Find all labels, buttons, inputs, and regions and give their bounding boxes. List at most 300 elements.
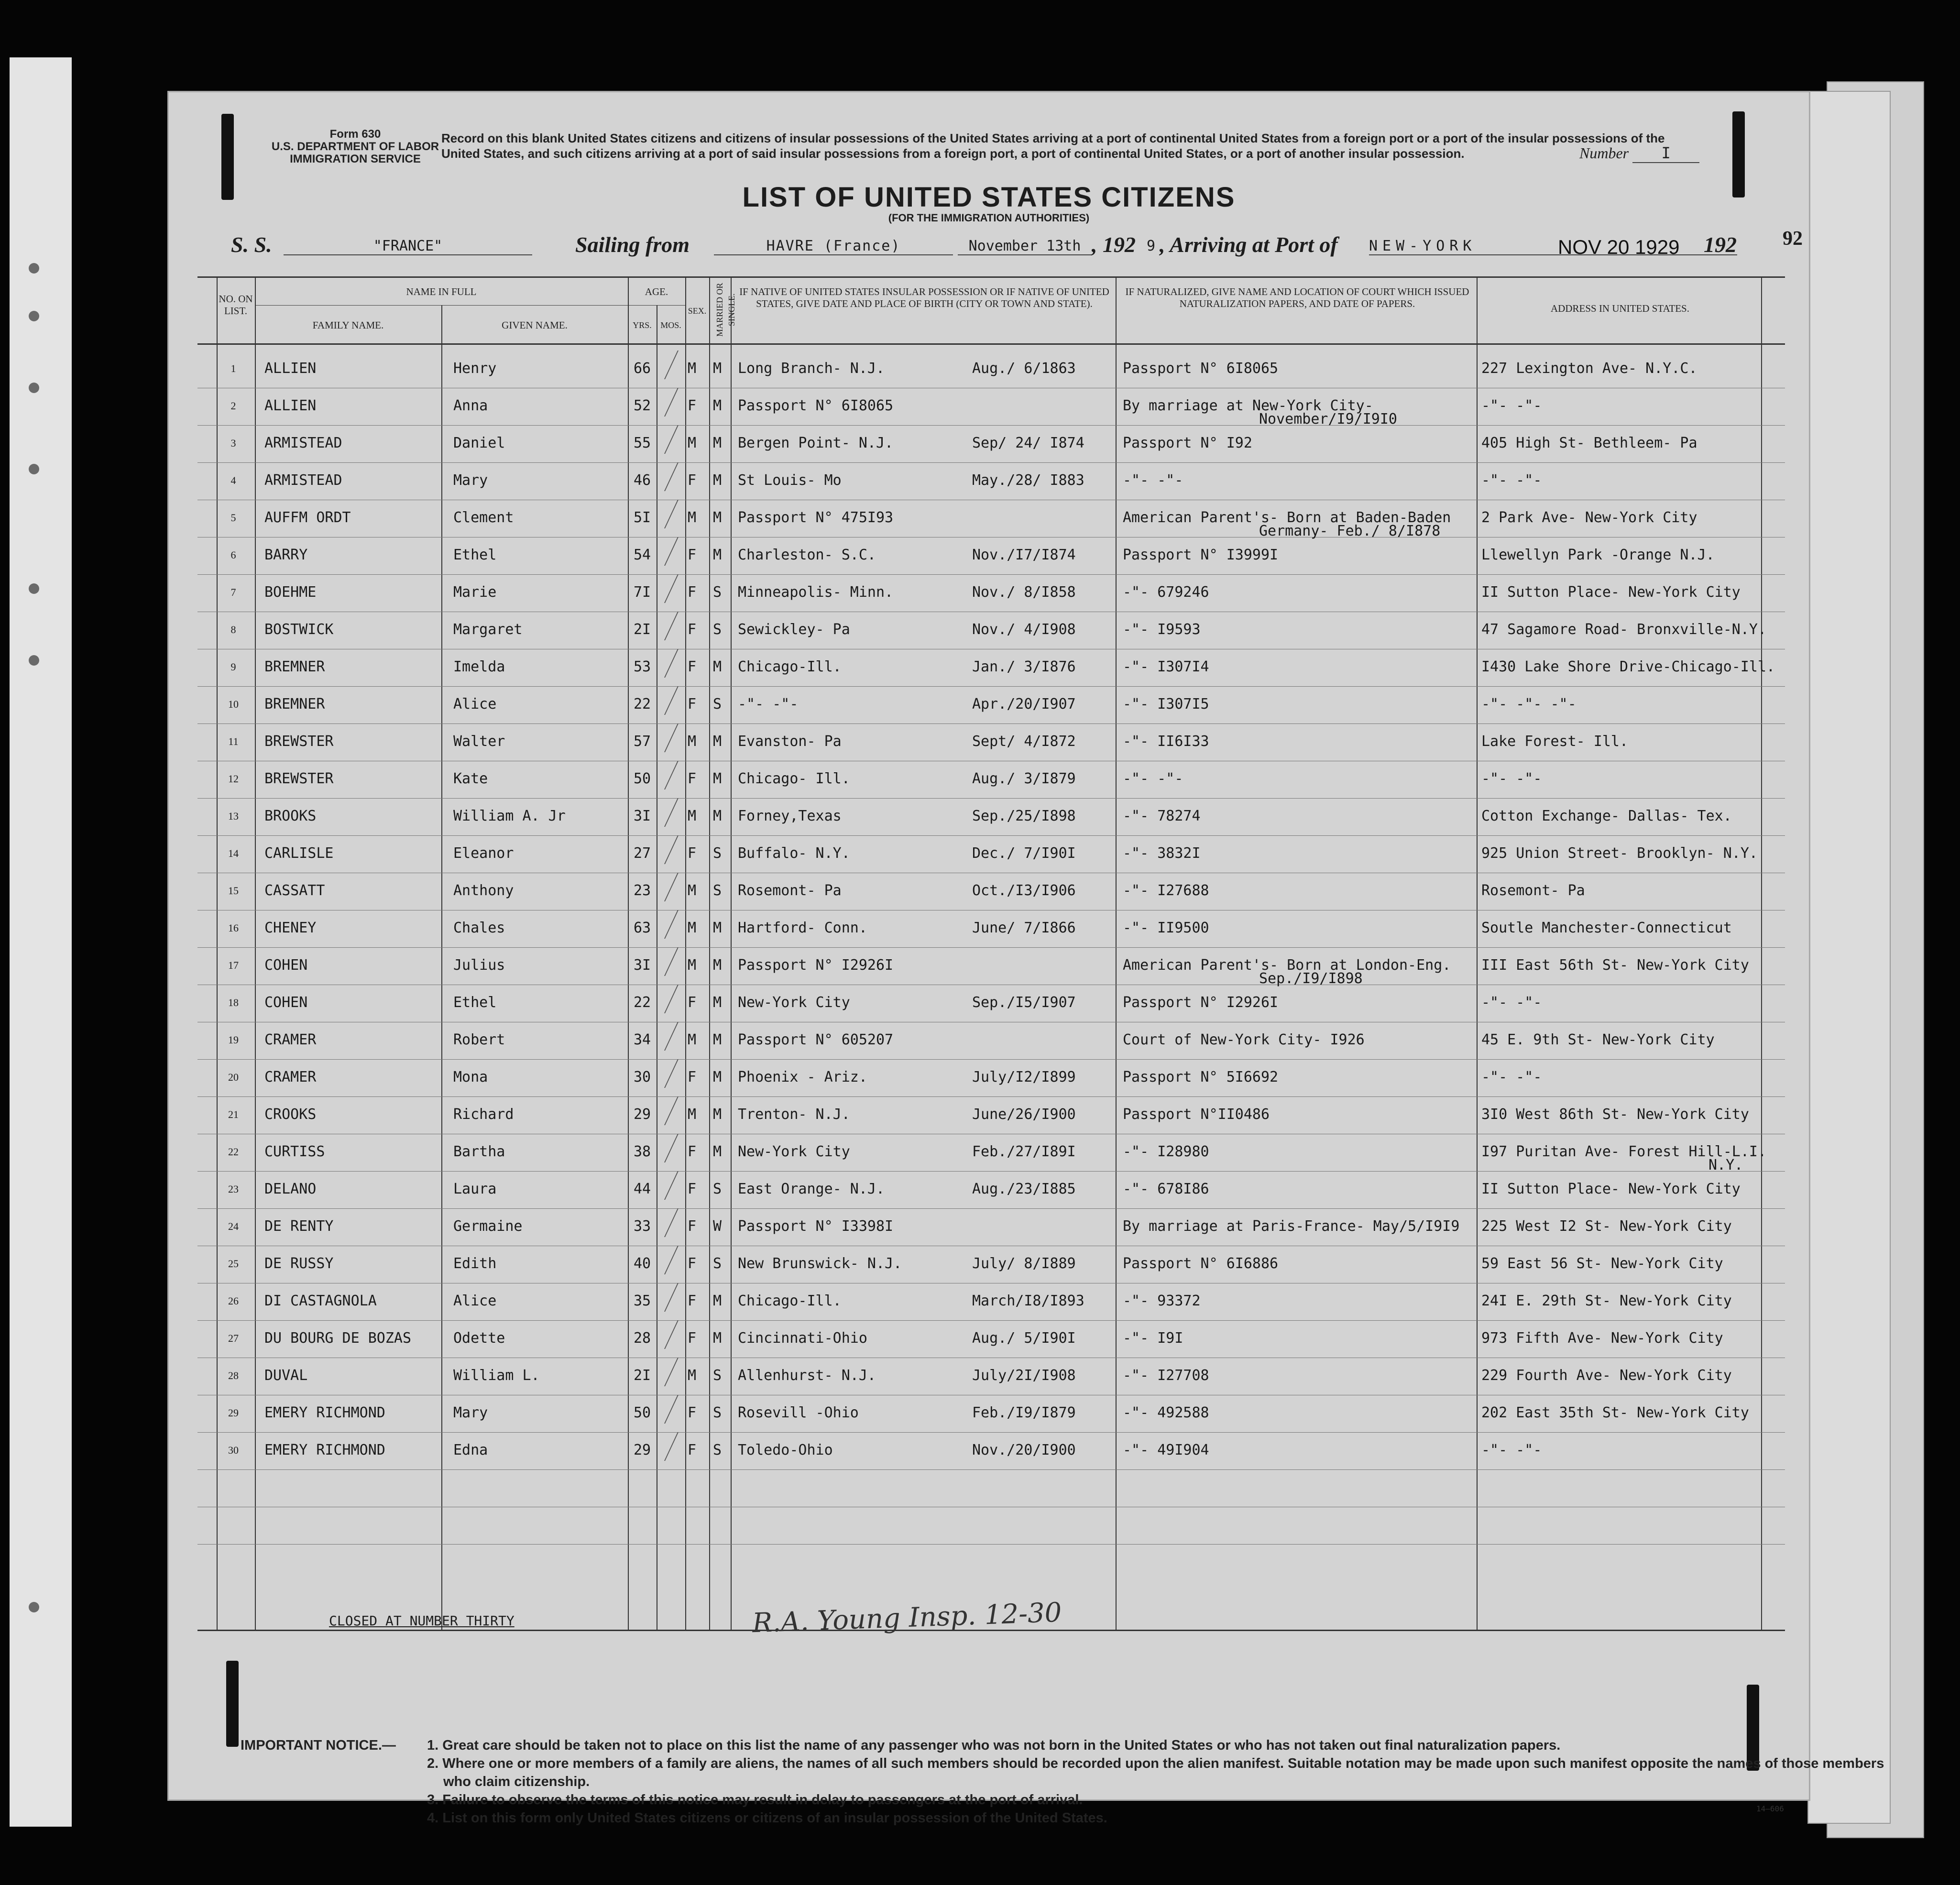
row-rule	[197, 462, 1785, 463]
row-rule	[197, 574, 1785, 575]
col-header-address: ADDRESS IN UNITED STATES.	[1551, 303, 1689, 314]
row-nat: Passport N° 6I6886	[1123, 1255, 1279, 1272]
row-rule	[197, 686, 1785, 687]
row-addr: 202 East 35th St- New-York City	[1481, 1404, 1749, 1421]
row-family: CASSATT	[264, 882, 325, 899]
row-no: 1	[230, 362, 236, 374]
row-bdate: Nov./20/I900	[972, 1442, 1076, 1458]
inspector-signature: R.A. Young Insp. 12-30	[752, 1597, 1062, 1639]
row-family: CRAMER	[264, 1031, 317, 1048]
row-addr-continued: N.Y.	[1708, 1157, 1743, 1173]
row-no: 26	[228, 1295, 239, 1307]
row-family: CROOKS	[264, 1106, 317, 1123]
row-given: Julius	[453, 957, 505, 974]
row-bdate: July/2I/I908	[972, 1367, 1076, 1384]
row-no: 18	[228, 997, 239, 1008]
row-ms: M	[713, 397, 722, 414]
row-birth: Toledo-Ohio	[738, 1442, 833, 1458]
row-nat: American Parent's- Born at London-Eng.	[1123, 957, 1451, 974]
col-header-no: NO. ON LIST.	[219, 293, 253, 317]
row-bdate: July/ 8/I889	[972, 1255, 1076, 1272]
row-no: 23	[228, 1183, 239, 1195]
row-yrs: 22	[633, 696, 651, 712]
ss-label: S. S.	[231, 232, 272, 257]
row-yrs: 46	[633, 472, 651, 489]
col-divider	[255, 276, 256, 1630]
row-yrs: 34	[633, 1031, 651, 1048]
row-bdate: Aug./ 5/I90I	[972, 1330, 1076, 1347]
row-family: DUVAL	[264, 1367, 308, 1384]
binder-hole	[29, 263, 39, 274]
row-nat: American Parent's- Born at Baden-Baden	[1123, 509, 1451, 526]
row-no: 27	[228, 1332, 239, 1344]
row-bdate: Apr./20/I907	[972, 696, 1076, 712]
row-birth: Passport N° 605207	[738, 1031, 894, 1048]
row-given: Odette	[453, 1330, 505, 1347]
row-family: BARRY	[264, 547, 308, 563]
row-birth: East Orange- N.J.	[738, 1181, 885, 1197]
row-nat: -"- I9I	[1123, 1330, 1183, 1347]
page-title: LIST OF UNITED STATES CITIZENS	[742, 182, 1236, 213]
row-family: COHEN	[264, 957, 308, 974]
row-given: Robert	[453, 1031, 505, 1048]
row-given: Laura	[453, 1181, 497, 1197]
row-nat: -"- 49I904	[1123, 1442, 1209, 1458]
row-sex: F	[688, 1069, 697, 1085]
row-sex: F	[688, 1442, 697, 1458]
row-birth: Passport N° I3398I	[738, 1218, 894, 1235]
row-given: Anna	[453, 397, 488, 414]
row-sex: F	[688, 1330, 697, 1347]
ship-name: "FRANCE"	[284, 238, 532, 255]
row-nat: Passport N° I92	[1123, 435, 1252, 451]
row-family: EMERY RICHMOND	[264, 1442, 385, 1458]
row-family: CHENEY	[264, 920, 317, 936]
row-family: DELANO	[264, 1181, 317, 1197]
row-no: 13	[228, 810, 239, 822]
row-bdate: Aug./ 3/I879	[972, 770, 1076, 787]
number-label: Number	[1579, 144, 1629, 162]
row-family: CARLISLE	[264, 845, 334, 862]
row-nat: -"- 492588	[1123, 1404, 1209, 1421]
row-birth: Hartford- Conn.	[738, 920, 867, 936]
row-birth: Sewickley- Pa	[738, 621, 850, 638]
binding-tab	[226, 1661, 239, 1747]
notice-items	[427, 1736, 1909, 1827]
row-birth: Passport N° 6I8065	[738, 397, 894, 414]
row-addr: -"- -"- -"-	[1481, 696, 1577, 712]
row-family: CRAMER	[264, 1069, 317, 1085]
row-rule	[197, 1320, 1785, 1321]
row-bdate: Nov./ 8/I858	[972, 584, 1076, 601]
row-addr: II Sutton Place- New-York City	[1481, 584, 1741, 601]
row-addr: Llewellyn Park -Orange N.J.	[1481, 547, 1715, 563]
row-bdate: Nov./I7/I874	[972, 547, 1076, 563]
col-header-age: AGE.	[645, 286, 668, 297]
arriving-label: , Arriving at Port of	[1160, 232, 1338, 257]
row-no: 20	[228, 1071, 239, 1083]
row-ms: M	[713, 808, 722, 824]
row-nat: -"- 78274	[1123, 808, 1201, 824]
page-number: 92	[1783, 228, 1803, 250]
row-ms: S	[713, 1181, 722, 1197]
row-nat: -"- I307I5	[1123, 696, 1209, 712]
row-addr: -"- -"-	[1481, 1069, 1542, 1085]
row-yrs: 52	[633, 397, 651, 414]
row-given: Alice	[453, 696, 497, 712]
row-ms: S	[713, 1442, 722, 1458]
row-sex: M	[688, 1367, 697, 1384]
number-value: I	[1632, 144, 1699, 163]
row-yrs: 63	[633, 920, 651, 936]
row-nat: Passport N° I2926I	[1123, 994, 1279, 1011]
row-rule	[197, 835, 1785, 836]
row-bdate: June/ 7/I866	[972, 920, 1076, 936]
row-sex: M	[688, 920, 697, 936]
binder-strip	[10, 57, 72, 1827]
row-addr: -"- -"-	[1481, 472, 1542, 489]
row-addr: Soutle Manchester-Connecticut	[1481, 920, 1732, 936]
row-birth: Trenton- N.J.	[738, 1106, 850, 1123]
row-sex: F	[688, 1181, 697, 1197]
row-addr: 24I E. 29th St- New-York City	[1481, 1293, 1732, 1309]
row-nat: -"- 678I86	[1123, 1181, 1209, 1197]
row-sex: F	[688, 1255, 697, 1272]
notice-lead: IMPORTANT NOTICE.—	[241, 1738, 396, 1753]
row-ms: M	[713, 1143, 722, 1160]
row-given: Mary	[453, 1404, 488, 1421]
row-ms: M	[713, 1293, 722, 1309]
row-addr: Rosemont- Pa	[1481, 882, 1585, 899]
row-no: 22	[228, 1146, 239, 1158]
row-birth: Passport N° 475I93	[738, 509, 894, 526]
row-rule	[197, 1171, 1785, 1172]
row-addr: -"- -"-	[1481, 1442, 1542, 1458]
row-ms: M	[713, 435, 722, 451]
row-ms: M	[713, 920, 722, 936]
row-sex: M	[688, 882, 697, 899]
row-addr: I430 Lake Shore Drive-Chicago-Ill.	[1481, 658, 1775, 675]
row-birth: St Louis- Mo	[738, 472, 842, 489]
row-ms: M	[713, 1106, 722, 1123]
row-no: 10	[228, 698, 239, 710]
col-header-birth: IF NATIVE OF UNITED STATES INSULAR POSSESSION OR IF NATIVE OF UNITED STATES, GIVE DATE AND PLACE OF BIRTH (CITY OR TOWN AND STATE).	[739, 286, 1109, 309]
row-nat: -"- I27708	[1123, 1367, 1209, 1384]
form-number: Form 630	[329, 128, 381, 141]
row-no: 2	[230, 400, 236, 412]
row-yrs: 30	[633, 1069, 651, 1085]
row-no: 4	[230, 474, 236, 486]
binder-hole	[29, 383, 39, 393]
row-sex: F	[688, 584, 697, 601]
col-header-given: GIVEN NAME.	[502, 319, 568, 331]
row-addr: 225 West I2 St- New-York City	[1481, 1218, 1732, 1235]
row-yrs: 66	[633, 360, 651, 377]
row-rule	[197, 1469, 1785, 1470]
row-bdate: May./28/ I883	[972, 472, 1084, 489]
row-ms: S	[713, 696, 722, 712]
row-addr: 2 Park Ave- New-York City	[1481, 509, 1697, 526]
row-sex: F	[688, 1404, 697, 1421]
row-bdate: Aug./ 6/1863	[972, 360, 1076, 377]
row-ms: M	[713, 1330, 722, 1347]
notice-item: 3. Failure to observe the terms of this notice may result in delay to passengers at the port of arrival.	[427, 1792, 1083, 1808]
row-birth: Forney,Texas	[738, 808, 842, 824]
row-rule	[197, 1096, 1785, 1097]
col-header-naturalized: IF NATURALIZED, GIVE NAME AND LOCATION OF COURT WHICH ISSUED NATURALIZATION PAPERS, AND DATE OF PAPERS.	[1125, 286, 1469, 309]
row-nat: -"- II9500	[1123, 920, 1209, 936]
row-ms: M	[713, 994, 722, 1011]
row-given: Clement	[453, 509, 514, 526]
row-sex: F	[688, 397, 697, 414]
row-addr: 3I0 West 86th St- New-York City	[1481, 1106, 1749, 1123]
row-bdate: Nov./ 4/I908	[972, 621, 1076, 638]
port-from: HAVRE (France)	[714, 238, 953, 255]
col-header-yrs: YRS.	[633, 320, 652, 330]
row-ms: M	[713, 733, 722, 750]
col-divider	[731, 276, 732, 1630]
row-addr: -"- -"-	[1481, 397, 1542, 414]
row-yrs: 28	[633, 1330, 651, 1347]
row-yrs: 53	[633, 658, 651, 675]
row-sex: M	[688, 733, 697, 750]
row-given: Ethel	[453, 547, 497, 563]
row-yrs: 40	[633, 1255, 651, 1272]
row-nat: -"- I27688	[1123, 882, 1209, 899]
row-given: Eleanor	[453, 845, 514, 862]
row-ms: M	[713, 472, 722, 489]
row-birth: Cincinnati-Ohio	[738, 1330, 867, 1347]
row-yrs: 29	[633, 1106, 651, 1123]
col-header-sex: SEX.	[688, 306, 707, 316]
row-family: EMERY RICHMOND	[264, 1404, 385, 1421]
row-given: Walter	[453, 733, 505, 750]
row-family: BREMNER	[264, 658, 325, 675]
row-birth: Long Branch- N.J.	[738, 360, 885, 377]
col-divider	[1761, 276, 1762, 1630]
row-ms: M	[713, 509, 722, 526]
row-yrs: 50	[633, 1404, 651, 1421]
row-nat: -"- -"-	[1123, 472, 1183, 489]
row-given: Margaret	[453, 621, 523, 638]
row-family: DI CASTAGNOLA	[264, 1293, 377, 1309]
row-sex: M	[688, 509, 697, 526]
row-no: 30	[228, 1444, 239, 1456]
row-addr: 229 Fourth Ave- New-York City	[1481, 1367, 1732, 1384]
row-nat: Court of New-York City- I926	[1123, 1031, 1365, 1048]
row-rule	[197, 1432, 1785, 1433]
row-no: 14	[228, 847, 239, 859]
row-bdate: Oct./I3/I906	[972, 882, 1076, 899]
row-birth: New-York City	[738, 994, 850, 1011]
row-family: BOEHME	[264, 584, 317, 601]
row-sex: F	[688, 658, 697, 675]
row-given: Marie	[453, 584, 497, 601]
row-addr: Cotton Exchange- Dallas- Tex.	[1481, 808, 1732, 824]
row-addr: I97 Puritan Ave- Forest Hill-L.I.	[1481, 1143, 1767, 1160]
row-nat: -"- I9593	[1123, 621, 1201, 638]
header-bottom-rule	[197, 343, 1785, 345]
row-sex: F	[688, 1143, 697, 1160]
row-no: 3	[230, 437, 236, 449]
port-to: NEW-YORK	[1369, 238, 1737, 255]
row-given: Richard	[453, 1106, 514, 1123]
row-family: AUFFM ORDT	[264, 509, 351, 526]
row-yrs: 50	[633, 770, 651, 787]
col-divider	[1477, 276, 1478, 1630]
row-birth: New-York City	[738, 1143, 850, 1160]
row-yrs: 54	[633, 547, 651, 563]
row-sex: F	[688, 1218, 697, 1235]
row-nat: Passport N° I3999I	[1123, 547, 1279, 563]
row-no: 21	[228, 1108, 239, 1120]
row-nat-continued: Sep./I9/I898	[1259, 970, 1363, 987]
row-sex: M	[688, 957, 697, 974]
page-edge-middle	[1807, 91, 1891, 1824]
row-given: Ethel	[453, 994, 497, 1011]
row-nat: -"- II6I33	[1123, 733, 1209, 750]
row-no: 11	[228, 735, 239, 747]
row-birth: Passport N° I2926I	[738, 957, 894, 974]
row-no: 17	[228, 959, 239, 971]
row-yrs: 35	[633, 1293, 651, 1309]
row-nat: Passport N° 6I8065	[1123, 360, 1279, 377]
row-sex: M	[688, 1031, 697, 1048]
row-bdate: Sept/ 4/I872	[972, 733, 1076, 750]
binder-hole	[29, 655, 39, 666]
row-birth: Allenhurst- N.J.	[738, 1367, 876, 1384]
row-given: William L.	[453, 1367, 540, 1384]
row-addr: III East 56th St- New-York City	[1481, 957, 1749, 974]
row-family: DE RENTY	[264, 1218, 334, 1235]
row-given: Henry	[453, 360, 497, 377]
row-birth: Chicago-Ill.	[738, 1293, 842, 1309]
row-ms: S	[713, 1255, 722, 1272]
row-yrs: 57	[633, 733, 651, 750]
row-nat: -"- 93372	[1123, 1293, 1201, 1309]
row-given: Germaine	[453, 1218, 523, 1235]
arrival-date-stamp: NOV 20 1929	[1558, 236, 1680, 258]
row-birth: Buffalo- N.Y.	[738, 845, 850, 862]
row-nat: Passport N°II0486	[1123, 1106, 1270, 1123]
row-addr: 47 Sagamore Road- Bronxville-N.Y.	[1481, 621, 1767, 638]
table-top-rule	[197, 276, 1785, 278]
row-rule	[197, 1208, 1785, 1209]
row-yrs: 22	[633, 994, 651, 1011]
row-given: Kate	[453, 770, 488, 787]
row-bdate: Feb./I9/I879	[972, 1404, 1076, 1421]
col-header-family: FAMILY NAME.	[312, 319, 384, 331]
row-sex: M	[688, 435, 697, 451]
row-rule	[197, 425, 1785, 426]
row-yrs: 27	[633, 845, 651, 862]
row-family: BREWSTER	[264, 733, 334, 750]
row-ms: M	[713, 658, 722, 675]
row-nat: -"- -"-	[1123, 770, 1183, 787]
row-birth: Evanston- Pa	[738, 733, 842, 750]
year-digit: 9	[1147, 238, 1156, 254]
row-yrs: 2I	[633, 1367, 651, 1384]
department-name: U.S. DEPARTMENT OF LABOR	[271, 140, 439, 153]
year-suffix: 192	[1704, 232, 1737, 257]
row-addr: 973 Fifth Ave- New-York City	[1481, 1330, 1723, 1347]
row-birth: Chicago-Ill.	[738, 658, 842, 675]
page-subtitle: (FOR THE IMMIGRATION AUTHORITIES)	[888, 212, 1090, 224]
row-ms: S	[713, 1367, 722, 1384]
col-divider	[441, 305, 442, 1630]
row-yrs: 5I	[633, 509, 651, 526]
binder-hole	[29, 583, 39, 594]
col-divider	[217, 276, 218, 1630]
row-given: Imelda	[453, 658, 505, 675]
row-sex: M	[688, 808, 697, 824]
year-prefix: , 192	[1092, 232, 1136, 257]
service-name: IMMIGRATION SERVICE	[290, 153, 421, 165]
row-family: CURTISS	[264, 1143, 325, 1160]
row-ms: M	[713, 1031, 722, 1048]
row-given: William A. Jr	[453, 808, 566, 824]
row-family: DE RUSSY	[264, 1255, 334, 1272]
row-bdate: Sep./I5/I907	[972, 994, 1076, 1011]
row-birth: Charleston- S.C.	[738, 547, 876, 563]
row-rule	[197, 1059, 1785, 1060]
form-code: 14—606	[1756, 1804, 1784, 1813]
row-yrs: 3I	[633, 957, 651, 974]
row-given: Mona	[453, 1069, 488, 1085]
row-given: Daniel	[453, 435, 505, 451]
row-ms: M	[713, 957, 722, 974]
voyage-line	[231, 232, 1761, 261]
row-addr: -"- -"-	[1481, 994, 1542, 1011]
row-sex: F	[688, 845, 697, 862]
row-sex: F	[688, 994, 697, 1011]
row-bdate: July/I2/I899	[972, 1069, 1076, 1085]
row-ms: W	[713, 1218, 722, 1235]
preamble-text: Record on this blank United States citizens and citizens of insular possessions of the United States arriving at a port of continental United States from a foreign port or a port of the insular possessions of the United States, and such citizens arriving at a port of said insular possessions from a foreign port, a port of continental United States, or a port of another insular possession.	[441, 131, 1665, 161]
row-nat: -"- 679246	[1123, 584, 1209, 601]
row-ms: M	[713, 1069, 722, 1085]
row-family: BREWSTER	[264, 770, 334, 787]
row-sex: F	[688, 1293, 697, 1309]
row-addr: 925 Union Street- Brooklyn- N.Y.	[1481, 845, 1758, 862]
row-no: 24	[228, 1220, 239, 1232]
row-sex: F	[688, 547, 697, 563]
row-no: 15	[228, 885, 239, 897]
row-yrs: 23	[633, 882, 651, 899]
manifest-page	[167, 91, 1884, 1826]
row-yrs: 7I	[633, 584, 651, 601]
notice-item: 2. Where one or more members of a family are aliens, the names of all such members should be recorded upon the alien manifest. Suitable notation may be made upon such manifest opposite the names of those members who claim citizenship.	[427, 1756, 1884, 1789]
row-family: ALLIEN	[264, 360, 317, 377]
row-nat: -"- 3832I	[1123, 845, 1201, 862]
row-no: 19	[228, 1034, 239, 1046]
name-subheader-rule	[255, 305, 647, 306]
row-no: 28	[228, 1370, 239, 1381]
row-given: Edith	[453, 1255, 497, 1272]
row-no: 12	[228, 773, 239, 785]
row-rule	[197, 1544, 1785, 1545]
row-addr: 45 E. 9th St- New-York City	[1481, 1031, 1715, 1048]
row-given: Chales	[453, 920, 505, 936]
row-ms: S	[713, 845, 722, 862]
closed-notation: CLOSED AT NUMBER THIRTY	[329, 1613, 515, 1629]
binder-hole	[29, 1602, 39, 1612]
row-birth: Chicago- Ill.	[738, 770, 850, 787]
row-addr: 227 Lexington Ave- N.Y.C.	[1481, 360, 1697, 377]
row-given: Alice	[453, 1293, 497, 1309]
row-nat: -"- I28980	[1123, 1143, 1209, 1160]
row-birth: Minneapolis- Minn.	[738, 584, 894, 601]
